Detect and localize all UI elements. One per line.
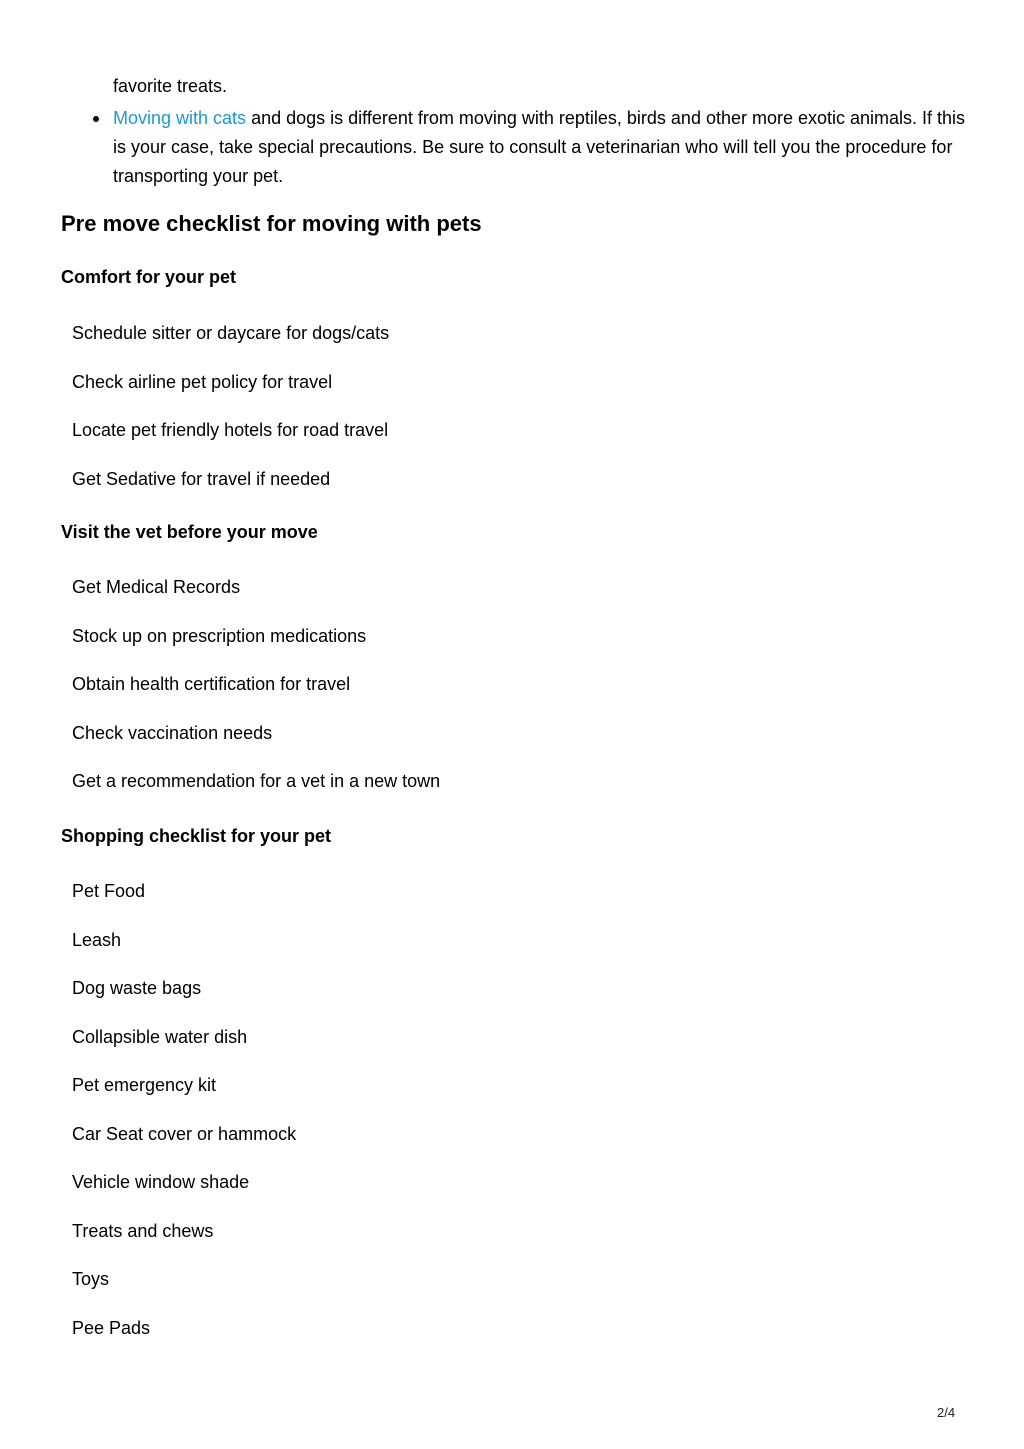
checklist-item: Dog waste bags: [72, 978, 202, 998]
checklist-item: Obtain health certification for travel: [72, 674, 351, 694]
checklist-item: Locate pet friendly hotels for road travel: [72, 420, 389, 440]
checklist-heading: Pre move checklist for moving with pets: [61, 211, 482, 236]
moving-with-cats-link[interactable]: Moving with cats: [113, 108, 247, 128]
checklist-item: Toys: [72, 1269, 110, 1289]
checklist-item: Get Sedative for travel if needed: [72, 468, 331, 489]
checklist: [61, 576, 961, 792]
checklist-item: Pee Pads: [72, 1317, 151, 1338]
checklist-item: Check airline pet policy for travel: [72, 371, 333, 392]
checklist-item: Check vaccination needs: [72, 722, 273, 743]
checklist-item: Collapsible water dish: [72, 1026, 248, 1047]
checklist-item: Schedule sitter or daycare for dogs/cats: [72, 323, 390, 343]
continuation-text: favorite treats.: [113, 76, 228, 96]
bullet-text: and dogs is different from moving with reptiles, birds and other more exotic animals. If this is your case, take special precautions. Be sure to consult a veterinarian who will tell you the procedure for transporting your pet.: [113, 108, 966, 186]
checklist-item: Leash: [72, 929, 122, 950]
checklist-item: Treats and chews: [72, 1220, 214, 1241]
checklist-item: Get Medical Records: [72, 577, 241, 597]
bullet-item: [113, 104, 973, 191]
section-title: Shopping checklist for your pet: [61, 826, 332, 846]
section-title: Visit the vet before your move: [61, 522, 318, 542]
section-shopping: [61, 825, 961, 1339]
page-number: 2/4: [937, 1405, 956, 1420]
section-vet-visit: [61, 521, 961, 792]
checklist: [61, 322, 961, 490]
checklist-item: Car Seat cover or hammock: [72, 1123, 297, 1144]
bullet-dot-icon: [93, 116, 99, 122]
checklist-item: Get a recommendation for a vet in a new town: [72, 771, 441, 791]
checklist: [61, 880, 961, 1339]
bullet-list: [113, 104, 973, 191]
checklist-item: Vehicle window shade: [72, 1172, 250, 1192]
checklist-item: Pet Food: [72, 881, 146, 901]
checklist-item: Pet emergency kit: [72, 1075, 217, 1095]
checklist-item: Stock up on prescription medications: [72, 625, 367, 646]
section-comfort: [61, 266, 961, 490]
section-title: Comfort for your pet: [61, 267, 236, 287]
